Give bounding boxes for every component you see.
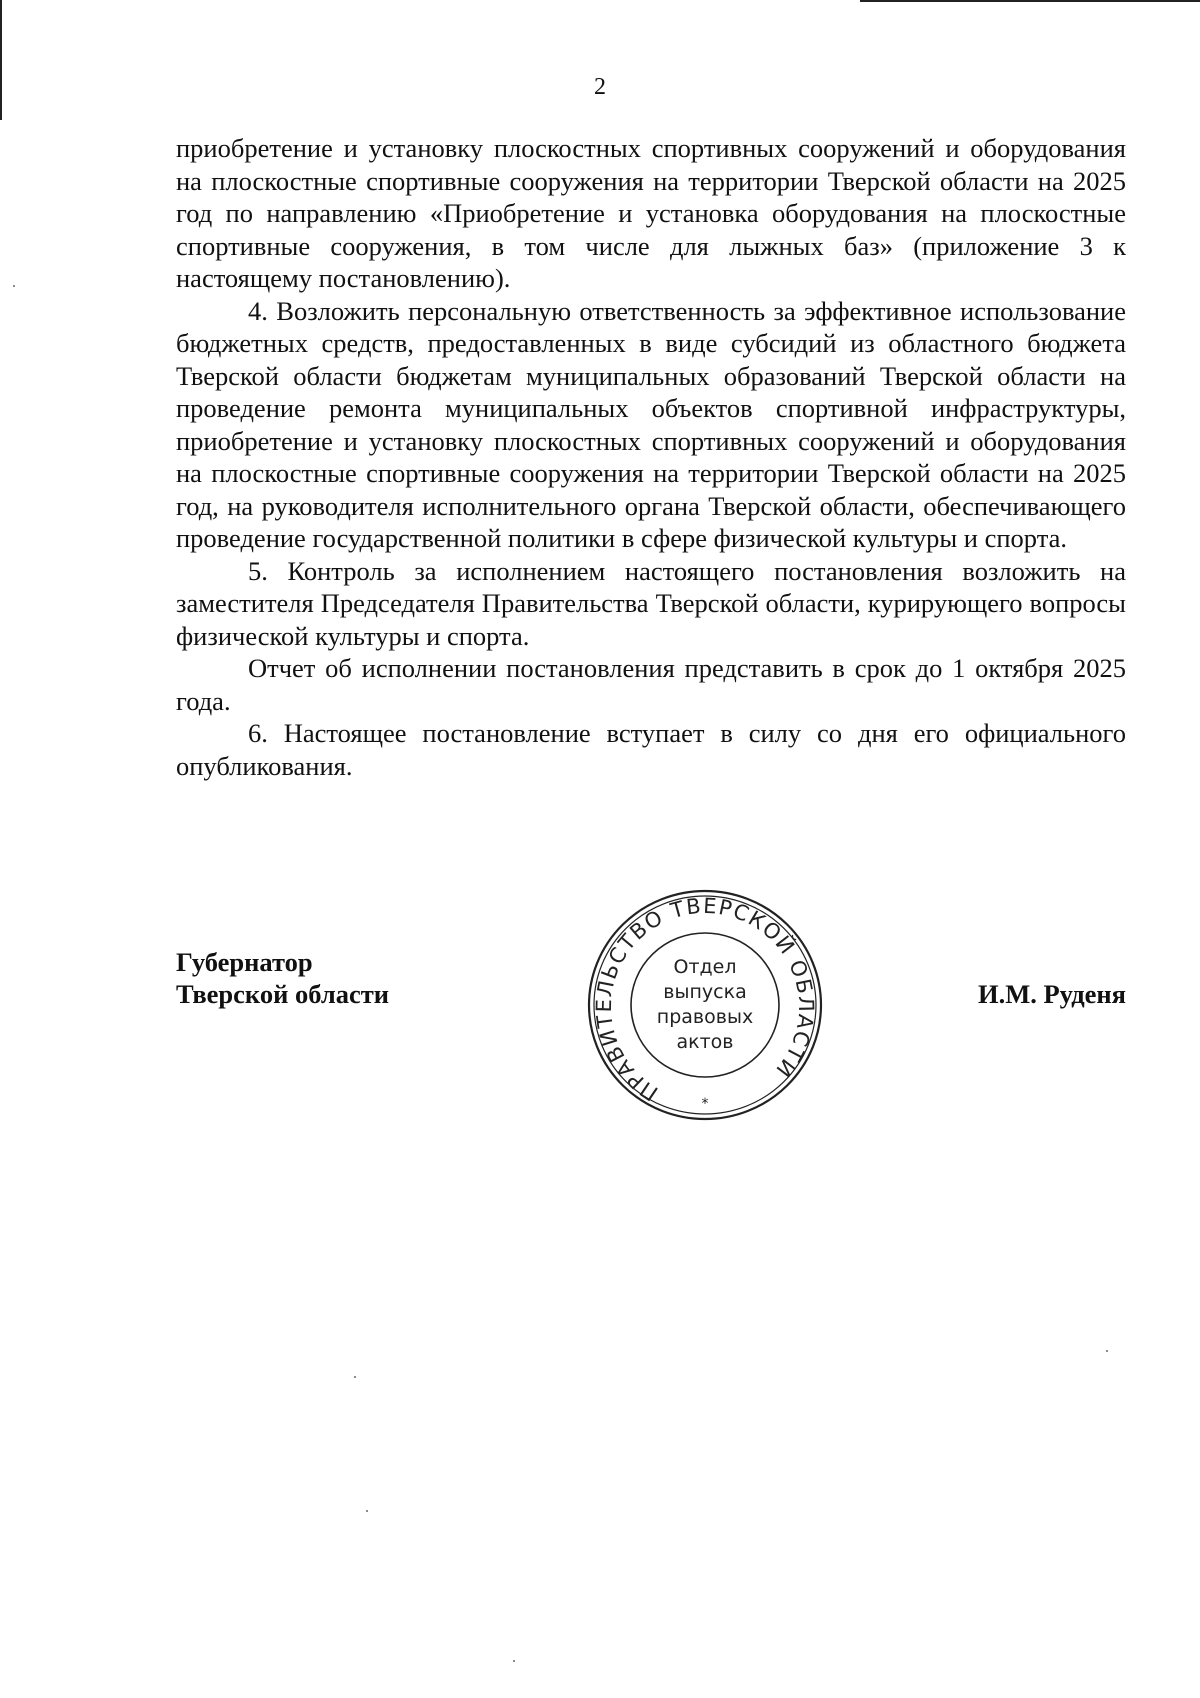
stamp-center-line-4: актов: [676, 1031, 734, 1053]
stamp-ring-text: ПРАВИТЕЛЬСТВО ТВЕРСКОЙ ОБЛАСТИ: [591, 893, 819, 1106]
paragraph-item-6: 6. Настоящее постановление вступает в силу со дня его официального опубликования.: [176, 718, 1126, 781]
document-body: [176, 132, 1126, 782]
stamp-center-line-3: правовых: [656, 1006, 754, 1028]
paragraph-item-4: 4. Возложить персональную ответственность за эффективное использование бюджетных средств, предоставленных в виде субсидий из областного бюджета Тверской области бюджетам муниципальных образований Тверской области на проведение ремонта муниципальных объектов спортивной инфраструктуры, приобретение и установку плоскостных спортивных сооружений и оборудования на плоскостные спортивные сооружения на территории Тверской области на 2025 год, на руководителя исполнительного органа Тверской области, обеспечивающего проведение государственной политики в сфере физической культуры и спорта.: [176, 295, 1126, 553]
signatory-position: [176, 946, 389, 1010]
stamp-center-line-1: Отдел: [673, 956, 737, 978]
signatory-name: И.М. Руденя: [977, 979, 1126, 1009]
official-stamp: [586, 888, 824, 1122]
scan-edge-left: [0, 0, 2, 120]
paragraph-continuation: приобретение и установку плоскостных спортивных сооружений и оборудования на плоскостные спортивные сооружения на территории Тверской области на 2025 год по направлению «Приобретение и установка оборудования на плоскостные спортивные сооружения, в том числе для лыжных баз» (приложение 3 к настоящему постановлению).: [176, 133, 1126, 293]
scan-speck: [1106, 1350, 1108, 1352]
scan-edge-top: [860, 0, 1200, 2]
scan-speck: [366, 1510, 368, 1512]
stamp-center-line-2: выпуска: [663, 981, 747, 1003]
scan-speck: [13, 285, 15, 287]
stamp-star: *: [701, 1096, 709, 1112]
paragraph-report: Отчет об исполнении постановления представить в срок до 1 октября 2025 года.: [176, 653, 1126, 716]
paragraph-item-5: 5. Контроль за исполнением настоящего постановления возложить на заместителя Председателя Правительства Тверской области, курирующего вопросы физической культуры и спорта.: [176, 555, 1126, 651]
signatory-position-line1: Губернатор: [176, 947, 313, 977]
signatory-position-line2: Тверской области: [176, 979, 389, 1009]
scan-speck: [513, 1660, 515, 1662]
page-number: 2: [594, 74, 606, 100]
scan-speck: [354, 1376, 356, 1378]
